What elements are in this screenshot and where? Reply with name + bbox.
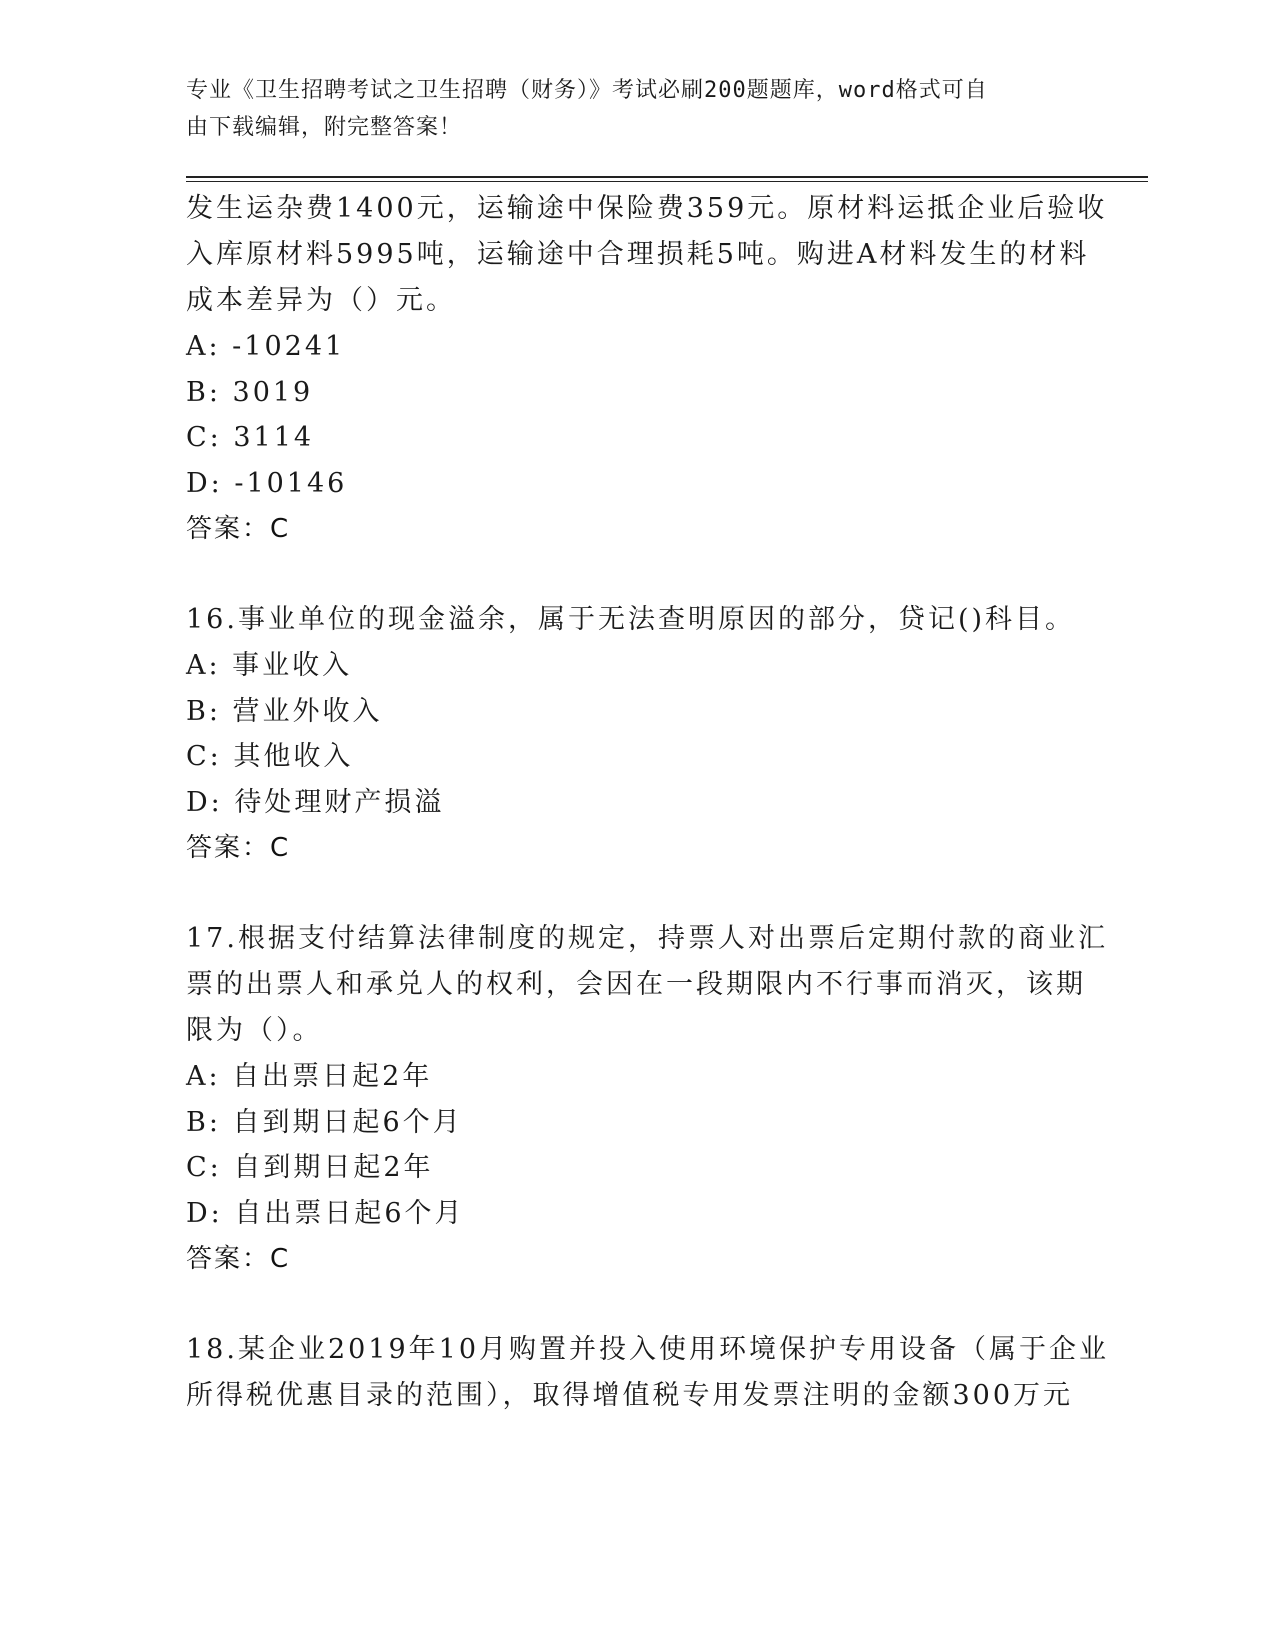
question-16 bbox=[186, 597, 1076, 871]
header-divider-thin bbox=[186, 181, 1148, 182]
option-b: B: 3019 bbox=[186, 376, 314, 408]
question-text-line: 入库原材料5995吨，运输途中合理损耗5吨。购进A材料发生的材料 bbox=[186, 239, 1090, 270]
question-text-line: 票的出票人和承兑人的权利，会因在一段期限内不行事而消灭，该期 bbox=[186, 969, 1086, 1000]
option-c: C: 3114 bbox=[186, 422, 315, 453]
question-text-line: 成本差异为（）元。 bbox=[186, 285, 456, 316]
option-c: C: 自到期日起2年 bbox=[186, 1152, 434, 1183]
spacer bbox=[186, 871, 1076, 916]
option-b: B: 自到期日起6个月 bbox=[186, 1106, 463, 1138]
option-d: D: -10146 bbox=[186, 467, 348, 499]
document-header bbox=[186, 72, 1066, 146]
question-text-line: 限为（）。 bbox=[186, 1015, 323, 1046]
option-a: A: 自出票日起2年 bbox=[186, 1061, 433, 1092]
answer-line: 答案：C bbox=[186, 833, 291, 863]
option-a: A: -10241 bbox=[186, 331, 346, 362]
option-d: D: 待处理财产损溢 bbox=[186, 786, 445, 818]
question-text-line: 16.事业单位的现金溢余，属于无法查明原因的部分，贷记()科目。 bbox=[186, 604, 1076, 635]
question-18 bbox=[186, 1327, 1110, 1419]
question-text-line: 17.根据支付结算法律制度的规定，持票人对出票后定期付款的商业汇 bbox=[186, 923, 1108, 954]
spacer bbox=[186, 552, 1076, 597]
spacer bbox=[186, 1282, 1076, 1327]
question-17 bbox=[186, 916, 1108, 1282]
header-divider-thick bbox=[186, 176, 1148, 178]
header-line-2: 由下载编辑，附完整答案！ bbox=[186, 115, 463, 140]
question-text-line: 所得税优惠目录的范围），取得增值税专用发票注明的金额300万元 bbox=[186, 1380, 1074, 1411]
question-text-line: 18.某企业2019年10月购置并投入使用环境保护专用设备（属于企业 bbox=[186, 1334, 1110, 1365]
option-d: D: 自出票日起6个月 bbox=[186, 1197, 465, 1229]
question-15 bbox=[186, 186, 1108, 552]
answer-line: 答案：C bbox=[186, 1244, 291, 1274]
question-content bbox=[186, 186, 1110, 1419]
option-a: A: 事业收入 bbox=[186, 650, 353, 681]
header-line-1: 专业《卫生招聘考试之卫生招聘（财务）》考试必刷200题题库，word格式可自 bbox=[186, 78, 988, 103]
question-text-line: 发生运杂费1400元，运输途中保险费359元。原材料运抵企业后验收 bbox=[186, 193, 1108, 224]
option-c: C: 其他收入 bbox=[186, 741, 354, 772]
option-b: B: 营业外收入 bbox=[186, 695, 383, 727]
answer-line: 答案：C bbox=[186, 514, 291, 544]
